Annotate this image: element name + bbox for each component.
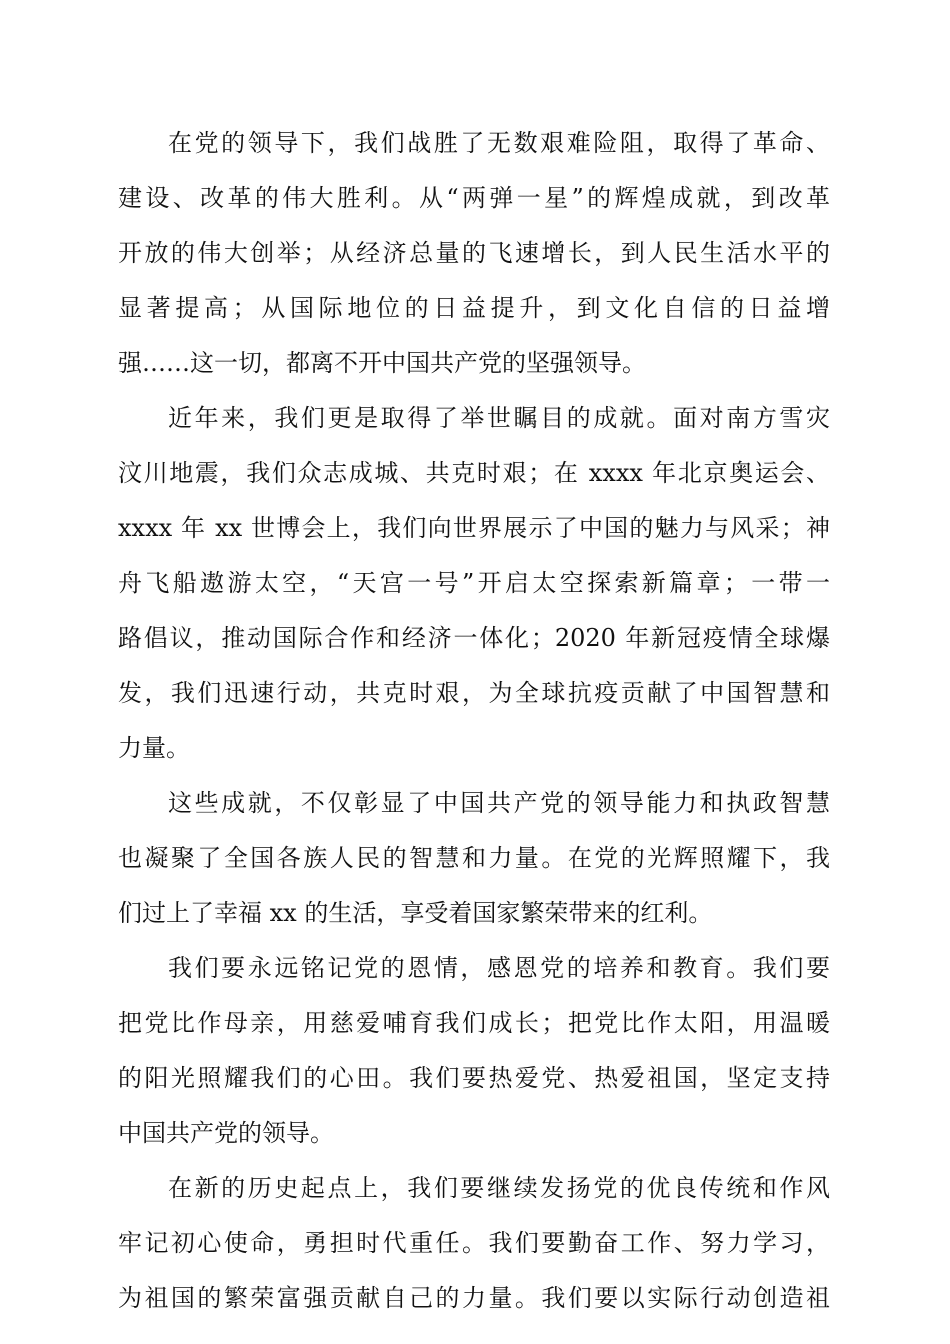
- text-line: 发，我们迅速行动，共克时艰，为全球抗疫贡献了中国智慧和: [118, 679, 830, 707]
- text-line: 把党比作母亲，用慈爱哺育我们成长；把党比作太阳，用温暖: [118, 1009, 830, 1037]
- text-line: 牢记初心使命，勇担时代重任。我们要勤奋工作、努力学习，: [118, 1229, 830, 1257]
- text-line: 中国共产党的领导。: [118, 1119, 334, 1147]
- text-line: 汶川地震，我们众志成城、共克时艰；在 xxxx 年北京奥运会、: [118, 459, 830, 487]
- text-line: 力量。: [118, 734, 190, 762]
- text-line: 显著提高；从国际地位的日益提升，到文化自信的日益增: [118, 294, 830, 322]
- text-line: 这些成就，不仅彰显了中国共产党的领导能力和执政智慧: [168, 789, 830, 817]
- text-line: 强……这一切，都离不开中国共产党的坚强领导。: [118, 349, 646, 377]
- text-line: 路倡议，推动国际合作和经济一体化；2020 年新冠疫情全球爆: [118, 624, 830, 652]
- text-line: 开放的伟大创举；从经济总量的飞速增长，到人民生活水平的: [118, 239, 830, 267]
- text-line: xxxx 年 xx 世博会上，我们向世界展示了中国的魅力与风采；神: [118, 514, 830, 542]
- text-line: 为祖国的繁荣富强贡献自己的力量。我们要以实际行动创造祖: [118, 1284, 830, 1312]
- text-line: 也凝聚了全国各族人民的智慧和力量。在党的光辉照耀下，我: [118, 844, 830, 872]
- text-line: 在党的领导下，我们战胜了无数艰难险阻，取得了革命、: [168, 129, 830, 157]
- text-line: 建设、改革的伟大胜利。从“两弹一星”的辉煌成就，到改革: [118, 184, 830, 212]
- text-line: 近年来，我们更是取得了举世瞩目的成就。面对南方雪灾: [168, 404, 830, 432]
- text-line: 我们要永远铭记党的恩情，感恩党的培养和教育。我们要: [168, 954, 830, 982]
- text-line: 在新的历史起点上，我们要继续发扬党的优良传统和作风: [168, 1174, 830, 1202]
- text-line: 的阳光照耀我们的心田。我们要热爱党、热爱祖国，坚定支持: [118, 1064, 830, 1092]
- text-line: 舟飞船遨游太空，“天宫一号”开启太空探索新篇章；一带一: [118, 569, 830, 597]
- text-line: 们过上了幸福 xx 的生活，享受着国家繁荣带来的红利。: [118, 899, 713, 927]
